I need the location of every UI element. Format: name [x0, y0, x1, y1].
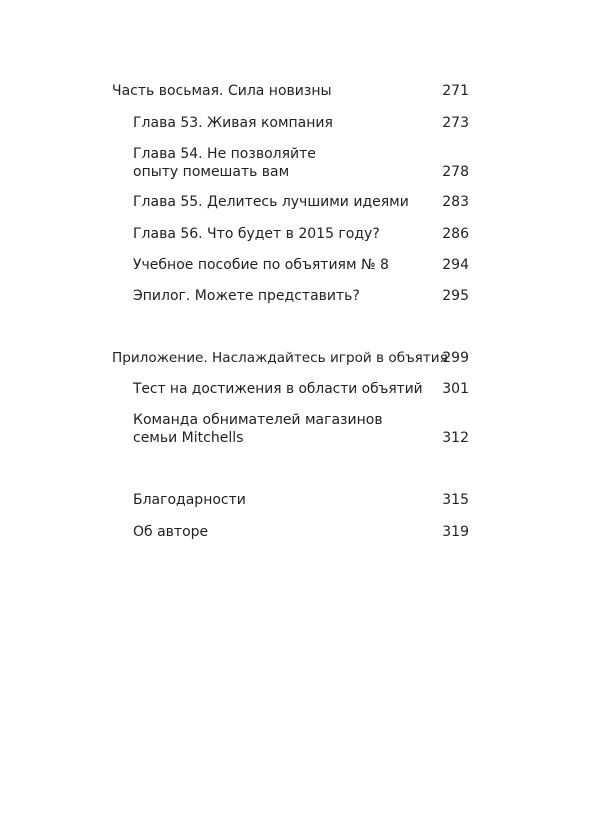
toc-entry-appendix: [112, 349, 469, 367]
toc-entry-chapter-53: [133, 114, 469, 132]
toc-entry-title: Часть восьмая. Сила новизны: [112, 83, 332, 99]
toc-entry-acknowledgements: [133, 491, 469, 509]
toc-entry-title: Тест на достижения в области объятий: [133, 381, 423, 397]
toc-entry-title: Благодарности: [133, 492, 246, 508]
toc-entry-title: Об авторе: [133, 524, 209, 540]
toc-entry-page: 319: [442, 524, 469, 540]
toc-entry-page: 273: [442, 115, 469, 131]
toc-entry-about-author: [133, 523, 469, 541]
toc-entry-title: Глава 55. Делитесь лучшими идеями: [133, 194, 409, 210]
toc-entry-title: Глава 56. Что будет в 2015 году?: [133, 226, 380, 242]
toc-entry-title: Глава 53. Живая компания: [133, 115, 333, 131]
toc-entry-page: 294: [442, 257, 469, 273]
toc-entry-title: Приложение. Наслаждайтесь игрой в объятия: [112, 350, 448, 366]
toc-entry-chapter-56: [133, 225, 469, 243]
toc-entry-page: 312: [442, 430, 469, 446]
toc-entry-page: 299: [442, 350, 469, 366]
toc-entry-title: Глава 54. Не позволяйте опыту помешать вам: [133, 146, 316, 180]
toc-entry-page: 295: [442, 288, 469, 304]
toc-entry-page: 315: [442, 492, 469, 508]
toc-entry-page: 283: [442, 194, 469, 210]
toc-entry-page: 271: [442, 83, 469, 99]
toc-entry-title: Учебное пособие по объятиям № 8: [133, 257, 389, 273]
toc-entry-page: 286: [442, 226, 469, 242]
toc-entry-part-eight: [112, 82, 469, 100]
toc-entry-chapter-55: [133, 193, 469, 211]
toc-entry-page: 301: [442, 381, 469, 397]
toc-entry-mitchells-team: [133, 411, 469, 447]
toc-entry-chapter-54: [133, 145, 469, 181]
toc-entry-title: Эпилог. Можете представить?: [133, 288, 360, 304]
toc-entry-tutorial-8: [133, 256, 469, 274]
toc-entry-epilogue: [133, 287, 469, 305]
toc-entry-page: 278: [442, 164, 469, 180]
toc-entry-title: Команда обнимателей магазинов семьи Mitchells: [133, 412, 383, 446]
toc-entry-achievement-test: [133, 380, 469, 398]
